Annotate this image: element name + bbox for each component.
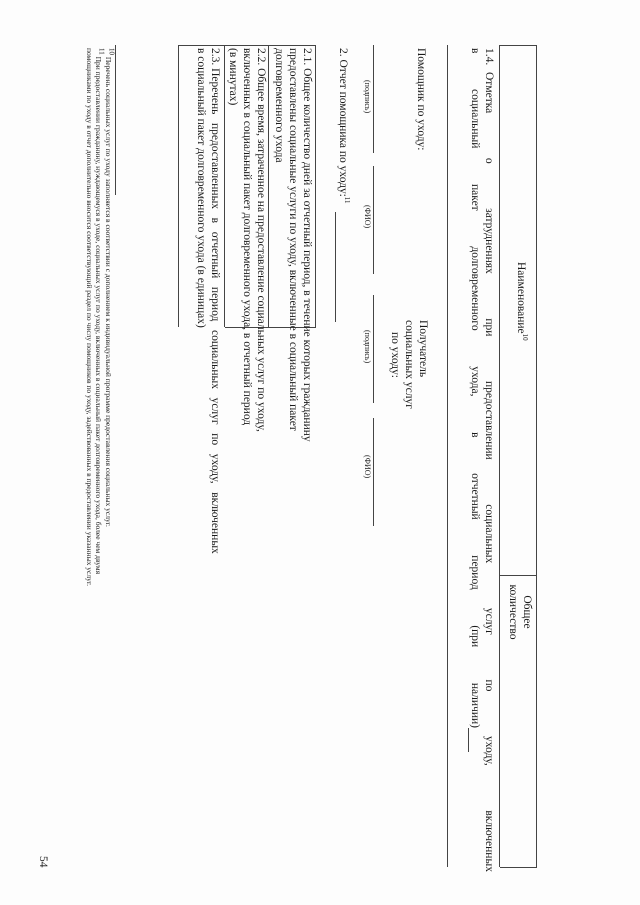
header-name-text: Наименование xyxy=(515,262,527,334)
assistant-label: Помощник по уходу: xyxy=(415,48,427,151)
report-title-text: 2. Отчет помощника по уходу: xyxy=(337,48,349,197)
footnote-ref-10: 10 xyxy=(520,333,529,341)
header-total-line1: Общее xyxy=(521,595,533,629)
footnote-11-line1: При предоставлении гражданину, нуждающемуся в уходе, социальных услуг по уходу, включенных в социальный пакет долговременного ухода, более чем двумя xyxy=(94,56,103,575)
report-row-2-2-line2: включенных в социальный пакет долговременного ухода, в отчетный период xyxy=(241,48,253,426)
row-1-4-line2-word: период xyxy=(469,555,481,590)
table1-header-name xyxy=(514,262,528,341)
recipient-signature-caption: (подпись) xyxy=(363,330,372,364)
recipient-fio-caption: (ФИО) xyxy=(363,455,372,479)
row-1-4-line2-word: в xyxy=(469,48,481,54)
report-row-2-3 xyxy=(194,48,222,554)
row-1-4-line1-word: включенных xyxy=(483,810,495,872)
recipient-line2: социальных услуг xyxy=(403,320,415,409)
report-title-fill-line xyxy=(335,212,336,322)
page-number: 54 xyxy=(37,856,49,868)
row-1-4-line1-word: услуг xyxy=(483,607,495,635)
table1-header-bottom-border xyxy=(499,45,500,867)
row-1-4-line1-word: Отметка xyxy=(483,72,495,114)
table1-left-border xyxy=(500,45,537,46)
footnote-10-text: Перечень социальных услуг по уходу заполняется в соответствии с дополнением к индивидуальной программе предоставления социальных услуг. xyxy=(104,56,113,527)
row-1-4-line2-word: наличии) xyxy=(469,682,481,728)
row-1-4-line2-word: (при xyxy=(469,625,481,648)
row-1-4-line1-word: затрудненнях xyxy=(483,208,495,274)
assistant-signature-caption: (подпись) xyxy=(363,80,372,114)
recipient-line1: Получатель xyxy=(417,320,429,378)
table1-divider xyxy=(500,575,537,576)
row-1-4-line2-word: долговременного xyxy=(469,246,481,331)
report-row-2-1-line3: долговременного ухода xyxy=(273,48,285,163)
row-1-4-line1-word: по xyxy=(483,679,495,692)
header-total-line2: количество xyxy=(507,584,519,640)
assistant-signature-line xyxy=(373,45,374,153)
report-row-2-2 xyxy=(226,48,268,432)
assistant-fio-line xyxy=(373,166,374,274)
table1-top-border xyxy=(536,45,537,867)
report-row-2-1 xyxy=(272,48,314,442)
report-title xyxy=(336,48,350,204)
footnote-separator xyxy=(115,45,116,195)
footnote-10-mark: 10 xyxy=(107,48,116,55)
table1-header-total xyxy=(506,582,534,642)
report-row-2-3-line2: в социальный пакет долговременного ухода (в единицах) xyxy=(195,48,207,328)
footnote-10 xyxy=(104,48,116,527)
row-1-4-line2-word: ухода, xyxy=(469,366,481,397)
row-1-4-line2 xyxy=(468,48,482,728)
report-row-2-2-line1: 2.2. Общее время, затраченное на предоставление социальных услуг по уходу, xyxy=(255,48,267,432)
report-row-2-2-line3: (в минутах) xyxy=(227,48,239,106)
recipient-fio-line xyxy=(373,418,374,526)
row-1-4-line2-word: пакет xyxy=(469,184,481,211)
row-1-4-line1 xyxy=(482,72,496,872)
row-1-4-line1-word: предоставлении xyxy=(483,381,495,460)
assistant-fio-caption: (ФИО) xyxy=(363,205,372,229)
report-row-2-3-line1: 2.3. Перечень предоставленных в отчетный период социальных услуг по уходу, включенных xyxy=(209,48,221,554)
row-1-4-line1-word: при xyxy=(483,318,495,337)
row-1-4-line1-word: уходу, xyxy=(483,735,495,766)
footnote-11-mark: 11 xyxy=(97,48,106,55)
report-table-bottom xyxy=(178,45,179,327)
row-1-4-line2-word: социальный xyxy=(469,89,481,149)
footnote-11 xyxy=(85,48,106,586)
report-table-row1-bottom xyxy=(268,45,269,327)
row-1-4-label: 1.4. xyxy=(483,48,495,66)
table1-bottom-border xyxy=(447,45,448,867)
recipient-signature-line xyxy=(373,295,374,403)
row-1-4-line1-word: социальных xyxy=(483,504,495,564)
footnote-ref-11: 11 xyxy=(342,196,351,204)
report-row-2-1-line1: 2.1. Общее количество дней за отчетный период, в течение которых гражданину xyxy=(301,48,313,442)
recipient-line3: по уходу: xyxy=(389,332,401,378)
report-row-2-1-line2: предоставлены социальные услуги по уходу, включенные в социальный пакет xyxy=(287,48,299,431)
table1-right-border xyxy=(500,867,537,868)
row-1-4-fill-line xyxy=(468,728,469,752)
report-table-row2-bottom xyxy=(224,45,225,327)
report-table-left xyxy=(179,45,316,46)
row-1-4-line2-word: отчетный xyxy=(469,473,481,520)
recipient-label xyxy=(388,320,430,409)
row-1-4-line1-word: о xyxy=(483,157,495,164)
report-table-top xyxy=(315,45,316,327)
footnote-11-line2: помощниками по уходу в отчет дополнительно вносится соответствующий раздел по числу помощников по уходу, задействованных в предоставлении указанных услуг. xyxy=(85,48,94,586)
row-1-4-line2-word: в xyxy=(469,432,481,438)
